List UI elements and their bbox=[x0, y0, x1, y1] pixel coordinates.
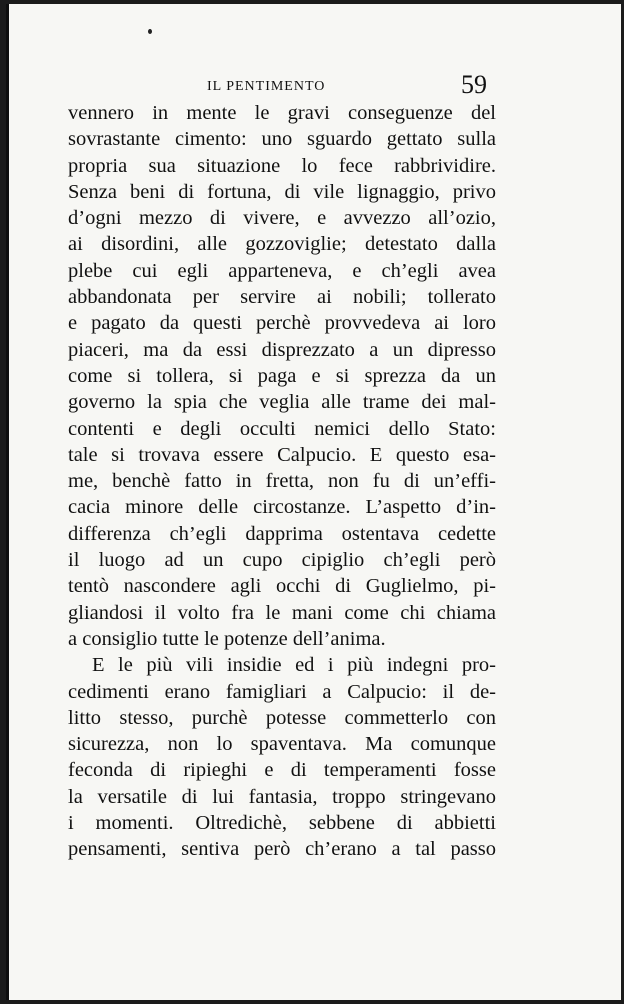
text-line: come si tollera, si paga e si sprezza da un bbox=[68, 364, 496, 387]
text-line: vennero in mente le gravi conseguenze del bbox=[68, 102, 496, 124]
text-line: d’ogni mezzo di vivere, e avvezzo all’ozio, bbox=[68, 207, 496, 230]
text-line: abbandonata per servire ai nobili; tollerato bbox=[68, 286, 496, 309]
text-line: contenti e degli occulti nemici dello Stato: bbox=[68, 417, 496, 440]
text-line: a consiglio tutte le potenze dell’anima. bbox=[68, 627, 386, 650]
text-line: tale si trovava essere Calpucio. E questo esa- bbox=[68, 443, 496, 466]
text-line: propria sua situazione lo fece rabbrividire. bbox=[68, 154, 496, 177]
text-line: il luogo ad un cupo cipiglio ch’egli però bbox=[68, 549, 496, 572]
book-page bbox=[6, 4, 621, 1000]
text-line: piaceri, ma da essi disprezzato a un dipresso bbox=[68, 338, 496, 361]
text-line: la versatile di lui fantasia, troppo stringevano bbox=[68, 785, 496, 808]
running-title: IL PENTIMENTO bbox=[207, 79, 326, 94]
text-line: cedimenti erano famigliari a Calpucio: il de- bbox=[68, 680, 496, 703]
text-line: litto stesso, purchè potesse commetterlo con bbox=[68, 706, 496, 729]
text-line: tentò nascondere agli occhi di Guglielmo, pi- bbox=[68, 575, 496, 598]
text-line: E le più vili insidie ed i più indegni pro- bbox=[92, 654, 496, 677]
text-line: sovrastante cimento: uno sguardo gettato sulla bbox=[68, 128, 496, 151]
text-line: Senza beni di fortuna, di vile lignaggio, privo bbox=[68, 180, 496, 203]
text-line: plebe cui egli apparteneva, e ch’egli avea bbox=[68, 259, 496, 282]
page-number: 59 bbox=[461, 70, 487, 99]
text-line: cacia minore delle circostanze. L’aspetto d’in- bbox=[68, 496, 496, 519]
text-line: sicurezza, non lo spaventava. Ma comunque bbox=[68, 733, 496, 756]
text-line: me, benchè fatto in fretta, non fu di un’effi- bbox=[68, 470, 496, 493]
text-line: i momenti. Oltredichè, sebbene di abbietti bbox=[68, 812, 496, 835]
ink-speck bbox=[148, 29, 152, 34]
text-line: pensamenti, sentiva però ch’erano a tal passo bbox=[68, 838, 496, 861]
text-line: gliandosi il volto fra le mani come chi chiama bbox=[68, 601, 496, 624]
text-line: feconda di ripieghi e di temperamenti fosse bbox=[68, 759, 496, 782]
text-line: e pagato da questi perchè provvedeva ai loro bbox=[68, 312, 496, 335]
text-line: ai disordini, alle gozzoviglie; detestato dalla bbox=[68, 233, 496, 256]
body-text bbox=[68, 100, 496, 863]
text-line: differenza ch’egli dapprima ostentava cedette bbox=[68, 522, 496, 545]
text-line: governo la spia che veglia alle trame dei mal- bbox=[68, 391, 496, 414]
